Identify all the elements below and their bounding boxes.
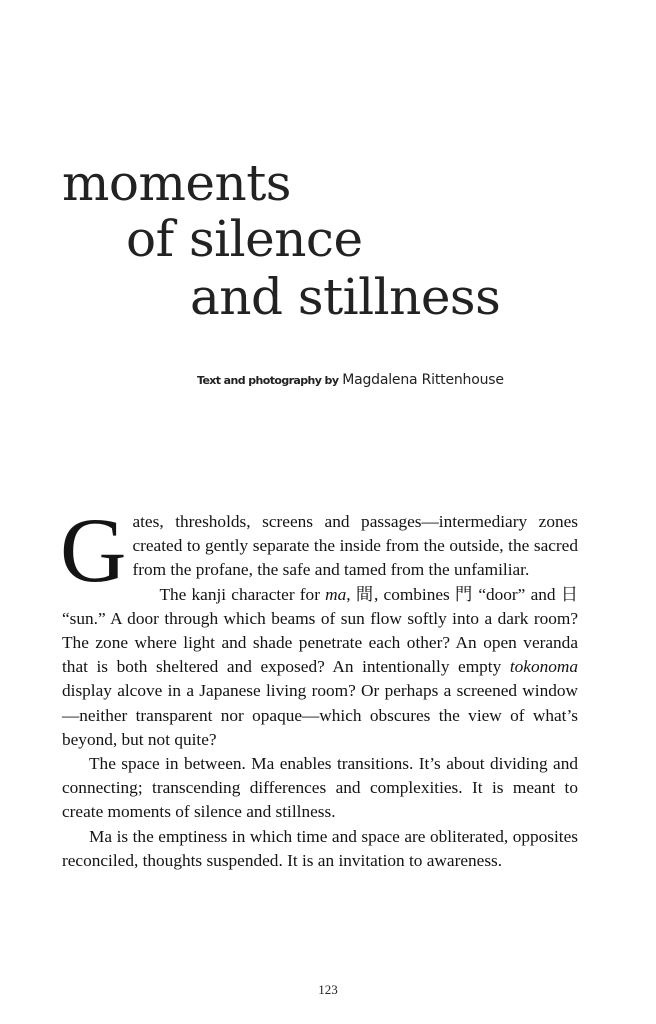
paragraph-2-text-b: , 間, combines 門 “door” and 日 “sun.” A door through which beams of sun flow softly into a dark room? The zone where light and shade penetrate each other? An open veranda that is both sheltered and exposed? An intentionally empty xyxy=(62,584,579,677)
drop-cap: G xyxy=(60,499,127,601)
term-tokonoma: tokonoma xyxy=(509,657,578,677)
paragraph-2-text-a: The kanji character for xyxy=(159,584,326,604)
byline xyxy=(197,372,504,388)
byline-author: Magdalena Rittenhouse xyxy=(342,372,504,388)
paragraph-2-text-c: display alcove in a Japanese living room? Or perhaps a screened window—neither transparent nor opaque—which obscures the view of what’s beyond, but not quite? xyxy=(62,681,578,749)
title-line-1: moments xyxy=(62,154,291,212)
byline-prefix: Text and photography by xyxy=(197,374,339,387)
title-line-3: and stillness xyxy=(190,268,501,326)
term-ma: ma xyxy=(325,584,347,604)
page-number: 123 xyxy=(318,982,338,997)
paragraph-2 xyxy=(62,583,578,752)
article-body xyxy=(60,499,579,873)
paragraph-4: Ma is the emptiness in which time and space are obliterated, opposites reconciled, thoughts suspended. It is an invitation to awareness. xyxy=(62,826,578,870)
title-line-2: of silence xyxy=(126,210,363,268)
paragraph-3: The space in between. Ma enables transitions. It’s about dividing and connecting; transcending differences and complexities. It is meant to create moments of silence and stillness. xyxy=(62,754,578,822)
paragraph-1-text: ates, thresholds, screens and passages—intermediary zones created to gently separate the inside from the outside, the sacred from the profane, the safe and tamed from the unfamiliar. xyxy=(132,512,578,580)
